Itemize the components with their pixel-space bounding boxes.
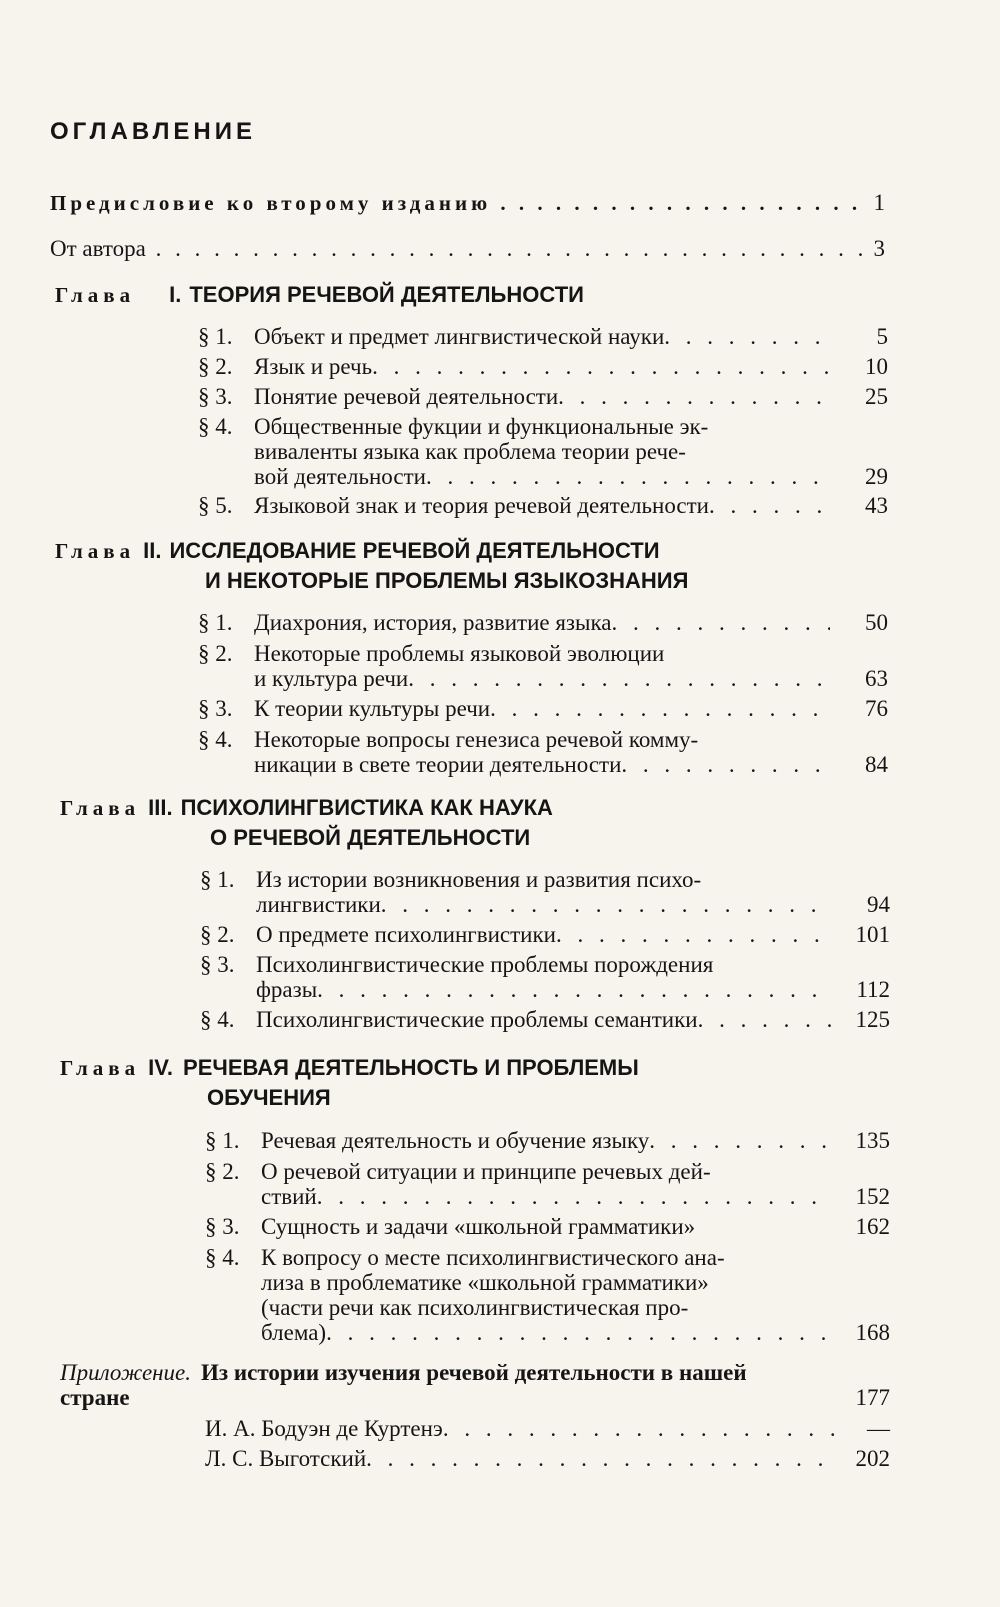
page-number: 162 [855, 1214, 890, 1239]
chapter-numeral: I. [169, 282, 182, 307]
section-number: § 3. [200, 952, 235, 977]
chapter-heading [55, 536, 875, 596]
section-number: § 1. [200, 867, 235, 892]
chapter-title: РЕЧЕВАЯ ДЕЯТЕЛЬНОСТЬ И ПРОБЛЕМЫ [183, 1055, 639, 1080]
page-number: 25 [865, 384, 888, 409]
section-number: § 4. [198, 727, 233, 752]
section-number: § 3. [198, 696, 233, 721]
appendix-entry[interactable] [60, 1360, 890, 1410]
appendix-item[interactable] [205, 1446, 890, 1471]
page-number: 125 [855, 1007, 890, 1032]
page-number: 152 [855, 1184, 890, 1209]
page-number: 101 [855, 922, 890, 947]
page-number: 10 [865, 354, 888, 379]
section-title-line: Общественные фукции и функциональные эк- [254, 414, 709, 439]
section-title-line: О речевой ситуации и принципе речевых дей- [261, 1159, 711, 1184]
section-number: § 3. [205, 1214, 240, 1239]
chapter-heading [60, 1053, 880, 1113]
section-title-line: лиза в проблематике «школьной грамматики» [261, 1270, 709, 1295]
chapter-heading [55, 280, 855, 310]
section-title: Психолингвистические проблемы семантики [256, 1007, 698, 1032]
page-number: 1 [873, 190, 885, 215]
section-title-line: (части речи как психолингвистическая про- [261, 1295, 689, 1320]
page-number: 84 [865, 752, 888, 777]
page-number: 5 [876, 324, 888, 349]
page-number: 63 [865, 666, 888, 691]
appendix-item[interactable] [205, 1416, 890, 1441]
section-title: Диахрония, история, развитие языка [254, 610, 612, 635]
section-title: Объект и предмет лингвистической науки [254, 324, 665, 349]
section-title: Язык и речь [254, 354, 373, 379]
page-number: 76 [865, 696, 888, 721]
appendix-item-label: И. А. Бодуэн де Куртенэ [205, 1416, 443, 1441]
chapter-title-line: И НЕКОТОРЫЕ ПРОБЛЕМЫ ЯЗЫКОЗНАНИЯ [205, 568, 689, 593]
entry-label: Предисловие ко второму изданию . . . [50, 190, 866, 216]
section-title-line: блема) [261, 1320, 327, 1345]
page-number: 168 [855, 1320, 890, 1345]
page-number: 3 [873, 236, 885, 261]
chapter-title-line: ОБУЧЕНИЯ [207, 1085, 331, 1110]
appendix-item-label: Л. С. Выготский [205, 1446, 367, 1471]
entry-label: От автора . . . [50, 236, 866, 262]
chapter-heading [60, 793, 880, 853]
chapter-numeral: II. [143, 538, 162, 563]
chapter-label: Глава [60, 796, 141, 820]
page-number: 112 [856, 977, 890, 1002]
chapter-label: Глава [55, 539, 136, 563]
section-title: Понятие речевой деятельности [254, 384, 559, 409]
section-number: § 2. [198, 641, 233, 666]
section-title: Языковой знак и теория речевой деятельности [254, 493, 709, 518]
section-title-line: К вопросу о месте психолингвистического ана- [261, 1245, 725, 1270]
section-title-line: ствий [261, 1184, 317, 1209]
section-number: § 4. [198, 414, 233, 439]
section-title-line: никации в свете теории деятельности [254, 752, 622, 777]
page-number: 50 [865, 610, 888, 635]
chapter-label: Глава [55, 283, 136, 307]
section-number: § 1. [205, 1128, 240, 1153]
chapter-numeral: IV. [148, 1055, 174, 1080]
section-title-line: Из истории возникновения и развития психо- [256, 867, 702, 892]
chapter-title-line: О РЕЧЕВОЙ ДЕЯТЕЛЬНОСТИ [210, 825, 531, 850]
section-title: К теории культуры речи [254, 696, 491, 721]
section-number: § 2. [200, 922, 235, 947]
section-number: § 2. [205, 1159, 240, 1184]
section-title-line: вой деятельности [254, 464, 426, 489]
appendix-label: Приложение. [60, 1360, 192, 1385]
section-title-line: фразы [256, 977, 318, 1002]
section-title: Сущность и задачи «школьной грамматики» [261, 1214, 696, 1239]
section-title-line: Некоторые вопросы генезиса речевой комму- [254, 727, 699, 752]
section-number: § 3. [198, 384, 233, 409]
page-number: 29 [865, 464, 888, 489]
page-number: 94 [867, 892, 890, 917]
chapter-numeral: III. [148, 795, 173, 820]
section-number: § 1. [198, 610, 233, 635]
section-title-line: и культура речи [254, 666, 409, 691]
section-title-line: Психолингвистические проблемы порождения [256, 952, 714, 977]
chapter-label: Глава [60, 1056, 141, 1080]
chapter-title: ПСИХОЛИНГВИСТИКА КАК НАУКА [180, 795, 553, 820]
section-number: § 4. [205, 1245, 240, 1270]
section-number: § 4. [200, 1007, 235, 1032]
section-number: § 1. [198, 324, 233, 349]
appendix-title-line: Из истории изучения речевой деятельности в нашей [201, 1360, 747, 1385]
page-title: ОГЛАВЛЕНИЕ [50, 118, 257, 145]
section-title-line: виваленты языка как проблема теории рече- [254, 439, 686, 464]
chapter-title: ИССЛЕДОВАНИЕ РЕЧЕВОЙ ДЕЯТЕЛЬНОСТИ [169, 538, 660, 563]
page-number: 177 [855, 1385, 890, 1410]
appendix-title-line: стране [60, 1385, 130, 1410]
section-title-line: Некоторые проблемы языковой эволюции [254, 641, 665, 666]
page-number: 135 [855, 1128, 890, 1153]
section-title: Речевая деятельность и обучение языку [261, 1128, 650, 1153]
section-number: § 2. [198, 354, 233, 379]
page-number: — [867, 1416, 890, 1441]
toc-entry-from-author[interactable] [50, 236, 885, 262]
page-number: 43 [865, 493, 888, 518]
page-number: 202 [855, 1446, 890, 1471]
section-number: § 5. [198, 493, 233, 518]
toc-entry-preface[interactable] [50, 190, 885, 216]
section-title: О предмете психолингвистики [256, 922, 556, 947]
section-title-line: лингвистики [256, 892, 381, 917]
chapter-title: ТЕОРИЯ РЕЧЕВОЙ ДЕЯТЕЛЬНОСТИ [189, 282, 584, 307]
